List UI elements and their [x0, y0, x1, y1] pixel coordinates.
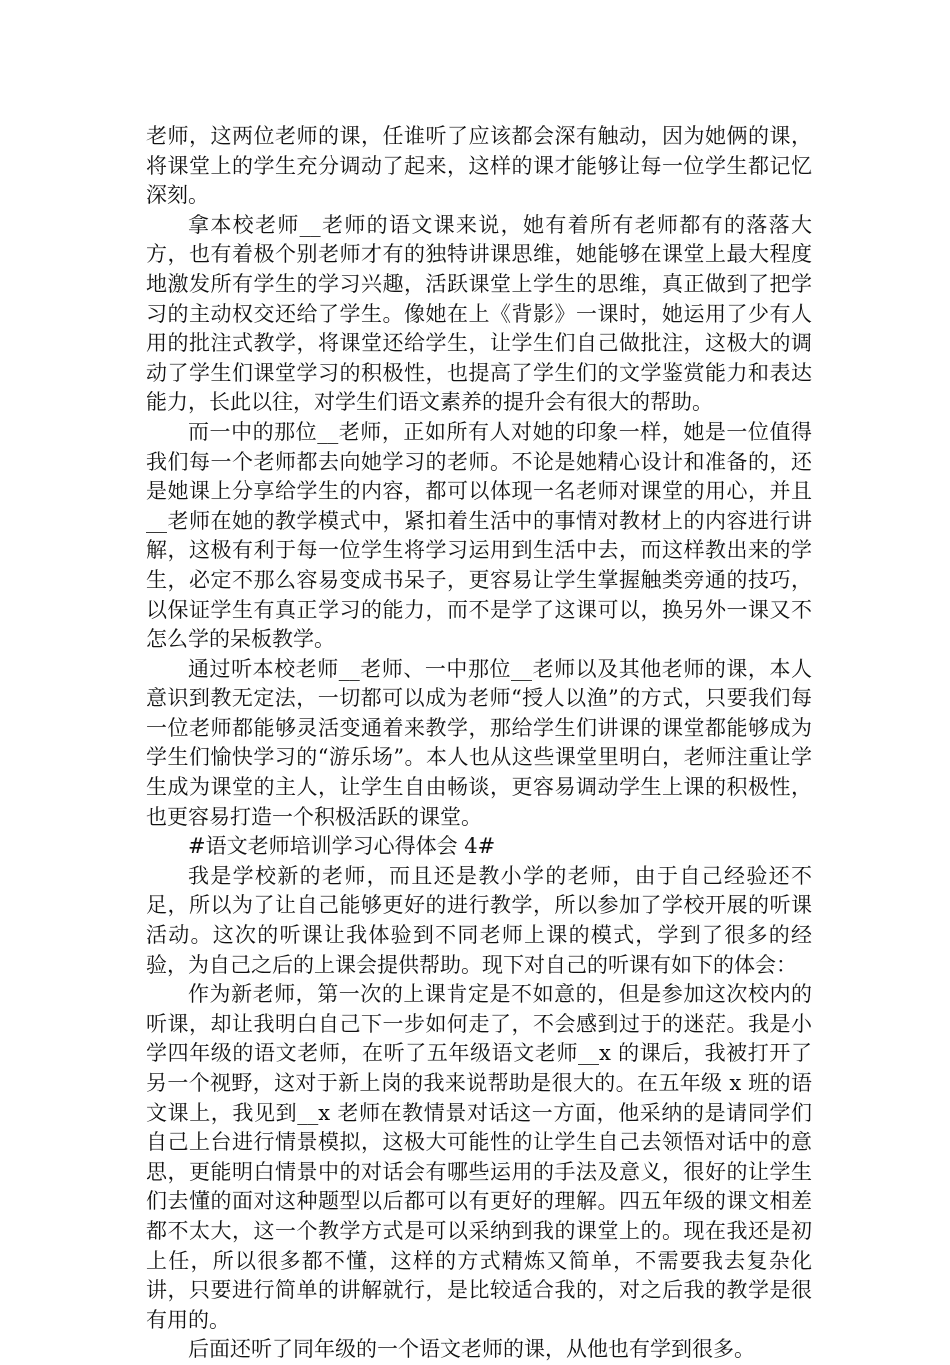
paragraph-2: 拿本校老师__老师的语文课来说，她有着所有老师都有的落落大方，也有着极个别老师才有的独特讲课思维，她能够在课堂上最大程度地激发所有学生的学习兴趣，活跃课堂上学生的思维，真正做到了把学习的主动权交还给了学生。像她在上《背影》一课时，她运用了少有人用的批注式教学，将课堂还给学生，让学生们自己做批注，这极大的调动了学生们课堂学习的积极性，也提高了学生们的文学鉴赏能力和表达能力，长此以往，对学生们语文素养的提升会有很大的帮助。	[146, 212, 812, 415]
paragraph-6: 作为新老师，第一次的上课肯定是不如意的，但是参加这次校内的听课，却让我明白自己下一步如何走了，不会感到过于的迷茫。我是小学四年级的语文老师，在听了五年级语文老师__x 的课后，我被打开了另一个视野，这对于新上岗的我来说帮助是很大的。在五年级 x 班的语文课上，我见到__x 老师在教情景对话这一方面，他采纳的是请同学们自己上台进行情景模拟，这极大可能性的让学生自己去领悟对话中的意思，更能明白情景中的对话会有哪些运用的手法及意义，很好的让学生们去懂的面对这种题型以后都可以有更好的理解。四五年级的课文相差都不太大，这一个教学方式是可以采纳到我的课堂上的。现在我还是初上任，所以很多都不懂，这样的方式精炼又简单，不需要我去复杂化讲，只要进行简单的讲解就行，是比较适合我的，对之后我的教学是很有用的。	[146, 982, 812, 1332]
document-body	[146, 122, 812, 1365]
paragraph-1: 老师，这两位老师的课，任谁听了应该都会深有触动，因为她俩的课，将课堂上的学生充分调动了起来，这样的课才能够让每一位学生都记忆深刻。	[146, 124, 812, 208]
paragraph-5: 我是学校新的老师，而且还是教小学的老师，由于自己经验还不足，所以为了让自己能够更好的进行教学，所以参加了学校开展的听课活动。这次的听课让我体验到不同老师上课的模式，学到了很多的经验，为自己之后的上课会提供帮助。现下对自己的听课有如下的体会：	[146, 863, 812, 977]
paragraph-7: 后面还听了同年级的一个语文老师的课，从他也有学到很多。	[188, 1337, 755, 1362]
paragraph-4: 通过听本校老师__老师、一中那位__老师以及其他老师的课，本人意识到教无定法，一切都可以成为老师“授人以渔”的方式，只要我们每一位老师都能够灵活变通着来教学，那给学生们讲课的课堂都能够成为学生们愉快学习的“游乐场”。本人也从这些课堂里明白，老师注重让学生成为课堂的主人，让学生自由畅谈，更容易调动学生上课的积极性，也更容易打造一个积极活跃的课堂。	[146, 656, 812, 829]
paragraph-3: 而一中的那位__老师，正如所有人对她的印象一样，她是一位值得我们每一个老师都去向她学习的老师。不论是她精心设计和准备的，还是她课上分享给学生的内容，都可以体现一名老师对课堂的用心，并且__老师在她的教学模式中，紧扣着生活中的事情对教材上的内容进行讲解，这极有利于每一位学生将学习运用到生活中去，而这样教出来的学生，必定不那么容易变成书呆子，更容易让学生掌握触类旁通的技巧，以保证学生有真正学习的能力，而不是学了这课可以，换另外一课又不怎么学的呆板教学。	[146, 419, 812, 652]
section-heading: #语文老师培训学习心得体会 4#	[188, 834, 496, 859]
